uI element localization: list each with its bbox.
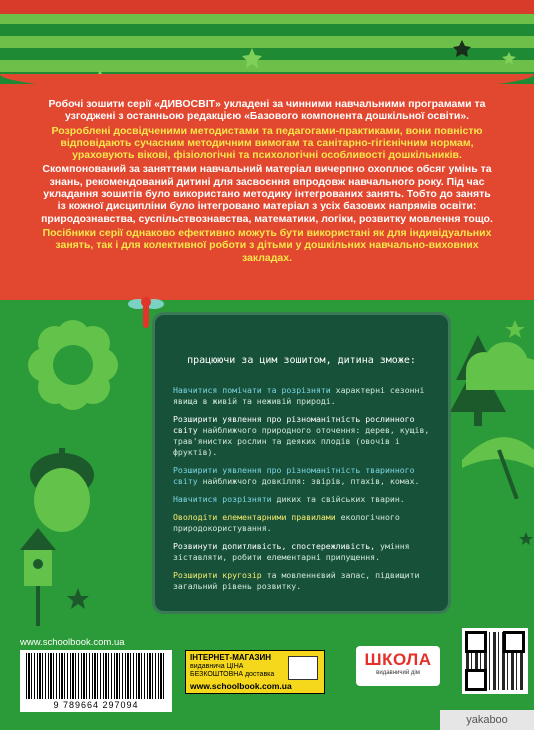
dragonfly-icon [126, 294, 166, 334]
list-item [173, 570, 435, 592]
umbrella-icon [462, 437, 534, 499]
intro-text [40, 98, 494, 266]
shop-url: www.schoolbook.com.ua [190, 681, 292, 691]
item-lead: Оволодіти елементарними правилами [173, 512, 336, 522]
qr-finder [465, 631, 487, 653]
skills-panel [152, 312, 451, 614]
online-shop-badge[interactable] [185, 650, 325, 694]
item-rest: найближчого природного оточення: дерев, кущів, трав'янистих рослин та деяких плодів (овочів і фруктів). [173, 425, 430, 457]
item-lead: Навчитися помічати та розрізняти [173, 385, 331, 395]
intro-paragraph-1: Робочі зошити серії «ДИВОСВІТ» укладені за чинними навчальними програмами та узгоджені з останньою редакцією «Базового компонента дошкільної освіти». [48, 98, 486, 123]
item-rest: та мовленнєвий запас, підвищити загальний рівень розвитку. [173, 570, 420, 591]
item-rest: екологічного природокористування. [173, 512, 400, 533]
intro-paragraph-3: Скомпонований за заняттями навчальний матеріал вичерпно охоплює обсяг умінь та знань, рекомендований дитині для засвоєння впродовж навчального року. Під час укладання зошитів було використано методику інтегрованих занять. Тобто до занять із кожної дисципліни було інтегровано матеріал з усіх базових напрямів освіти: природознавства, суспільствознавства, математики, логіки, розвитку мовлення тощо. [41, 163, 493, 225]
qr-finder [465, 669, 487, 691]
list-item [173, 385, 435, 407]
website-url[interactable]: www.schoolbook.com.ua [20, 637, 125, 648]
watermark: yakaboo [440, 710, 534, 730]
barcode-bars [26, 653, 166, 699]
item-rest: характерні сезонні явища в живій та неживій природі. [173, 385, 425, 406]
shop-title: ІНТЕРНЕТ-МАГАЗИН [190, 653, 272, 662]
qr-code [462, 628, 528, 694]
item-lead: Розширити уявлення про різноманітність тваринного світу [173, 465, 415, 486]
barcode [20, 650, 172, 712]
item-lead: Розвинути допитливість, спостережливість, [173, 541, 376, 551]
map-icon [288, 656, 318, 680]
list-item [173, 465, 435, 487]
qr-finder [503, 631, 525, 653]
list-item [173, 414, 435, 458]
item-lead: Навчитися розрізняти [173, 494, 272, 504]
barcode-number: 9 789664 297094 [53, 700, 139, 710]
intro-paragraph-4: Посібники серії однаково ефективно можуть бути використані як для індивідуальних занять, так і для колективної роботи з дітьми у дошкільних навчально-виховних закладах. [42, 226, 492, 264]
birdhouse-icon [20, 528, 56, 626]
item-rest: найближчого довкілля: звірів, птахів, комах. [197, 476, 420, 486]
shop-line-1: видавнича ЦІНА [190, 663, 244, 670]
flower-icon [28, 319, 118, 411]
item-rest: уміння зіставляти, робити елементарні припущення. [173, 541, 410, 562]
list-item [173, 512, 435, 534]
shop-line-2: БЕЗКОШТОВНА доставка [190, 671, 275, 678]
panel-title: працюючи за цим зошитом, дитина зможе: [187, 355, 416, 366]
item-rest: диких та свійських тварин. [271, 494, 405, 504]
item-lead: Розширити кругозір [173, 570, 262, 580]
list-item [173, 541, 435, 563]
list-item [173, 494, 435, 505]
publisher-logo [356, 646, 440, 686]
logo-subtitle: видавничий дім [376, 670, 420, 676]
intro-paragraph-2: Розроблені досвідченими методистами та педагогами-практиками, вони повністю відповідають сучасним методичним вимогам та санітарно-гігієнічним нормам, ураховують вікові, фізіологічні та психологічні особливості дошкільників. [51, 124, 483, 162]
logo-name: ШКОЛА [364, 650, 432, 669]
acorn-icon [30, 448, 94, 532]
item-lead: Розширити уявлення про різноманітність рослинного світу [173, 414, 415, 435]
skills-list [173, 385, 435, 599]
